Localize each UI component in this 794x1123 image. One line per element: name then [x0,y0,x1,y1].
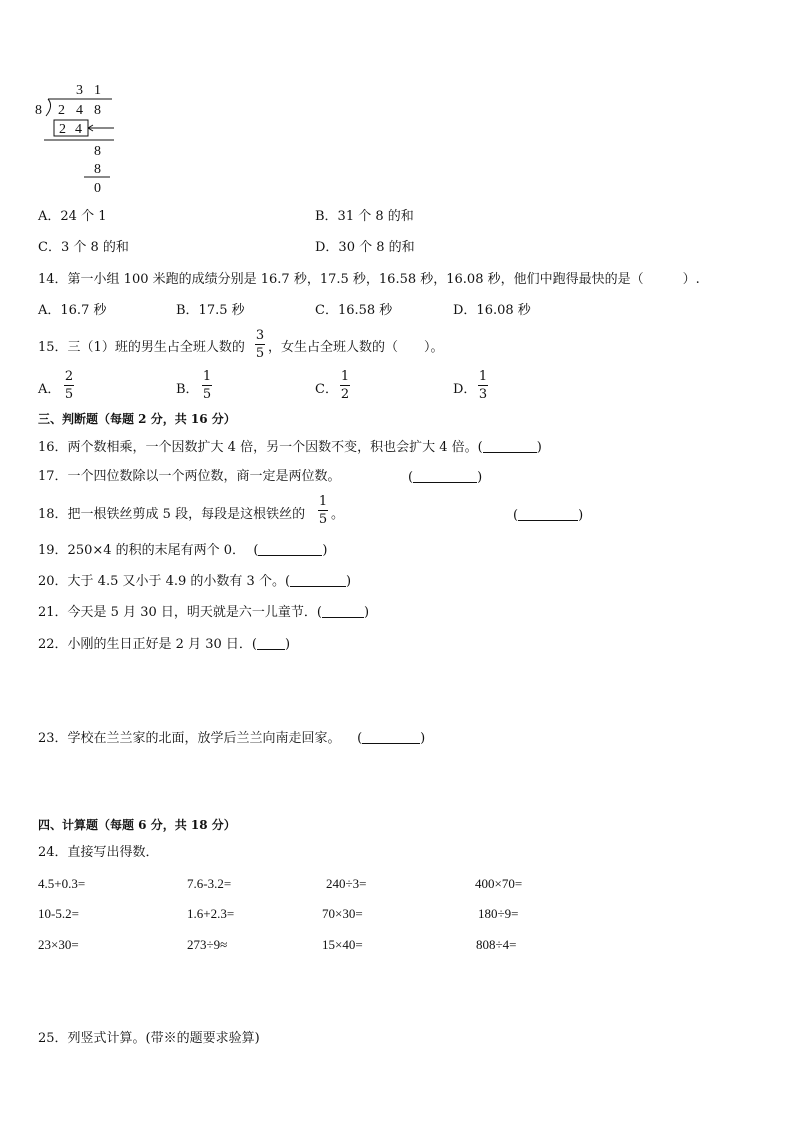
q13-option-d[interactable]: D．30 个 8 的和 [315,240,415,255]
q16-stem: 16．两个数相乘，一个因数扩大 4 倍，另一个因数不变，积也会扩大 4 倍。 [38,440,478,455]
q14-option-d[interactable]: D．16.08 秒 [453,303,531,318]
step1-digit-1: 2 [59,122,66,137]
q23-stem: 23．学校在兰兰家的北面，放学后兰兰向南走回家。 [38,731,341,746]
calc-r3-c3: 15×40= [322,937,363,952]
q15-option-d-num: 1 [478,369,488,384]
q20-stem: 20．大于 4.5 又小于 4.9 的小数有 3 个。 [38,574,285,589]
q15-option-b-label[interactable]: B． [176,382,199,397]
q14-option-c[interactable]: C．16.58 秒 [315,303,393,318]
q18-answer [513,508,583,522]
q16-paren-open: ( [477,440,483,455]
q15-option-c-num: 1 [340,369,350,384]
calc-r1-c2: 7.6-3.2= [187,876,232,891]
quotient-digit-1: 3 [76,83,83,98]
q20-paren-open: ( [284,574,291,589]
q15-option-c-label[interactable]: C． [315,382,338,397]
dividend-digit-3: 8 [94,103,101,118]
long-division-svg [30,78,130,198]
q15-option-b-den: 5 [202,387,212,402]
q22-answer-blank[interactable] [257,637,285,650]
q18-frac-numerator: 1 [318,494,328,509]
q15-stem-post: ，女生占全班人数的（ ）。 [268,340,444,355]
q17-paren-open: ( [408,470,414,485]
calc-r1-c4: 400×70= [475,876,523,891]
q23-answer-blank[interactable] [362,731,420,744]
q24-stem: 24．直接写出得数． [38,845,159,860]
q16-paren-close: ) [536,440,542,455]
q23-text [38,731,425,745]
q15-option-b-num: 1 [202,369,212,384]
q15-option-a-num: 2 [64,369,74,384]
q20-text [38,574,351,588]
fraction-bar [64,385,74,386]
q20-answer-blank[interactable] [290,574,346,587]
calc-r2-c4: 180÷9= [478,906,519,921]
q17-answer [408,470,482,484]
q21-stem: 21．今天是 5 月 30 日，明天就是六一儿童节． [38,605,317,620]
q25-stem: 25．列竖式计算。(带※的题要求验算) [38,1031,260,1046]
q13-option-c[interactable]: C．3 个 8 的和 [38,240,129,255]
q14-option-b[interactable]: B．17.5 秒 [176,303,245,318]
q21-paren-close: ) [363,605,370,620]
q13-option-b[interactable]: B．31 个 8 的和 [315,209,414,224]
calc-r3-c4: 808÷4= [476,937,517,952]
q18-paren-close: ) [578,508,584,523]
q15-option-d-label[interactable]: D． [453,382,477,397]
q15-fraction [255,329,265,360]
calc-r3-c1: 23×30= [38,937,79,952]
step1-digit-2: 4 [75,122,82,137]
step2-digit: 8 [94,144,101,159]
q18-frac-denominator: 5 [318,512,328,527]
q22-text [38,637,290,651]
q20-paren-close: ) [346,574,352,589]
divisor: 8 [35,103,42,118]
q15-frac-denominator: 5 [255,346,265,361]
q16-text [38,440,542,454]
remainder-digit: 0 [94,181,101,196]
q19-paren-open: ( [253,543,259,558]
fraction-bar [202,385,212,386]
q21-answer-blank[interactable] [322,605,364,618]
q22-paren-close: ) [284,637,291,652]
fraction-bar [318,510,328,511]
q19-stem: 19．250×4 的积的末尾有两个 0． [38,543,246,558]
calc-r2-c1: 10-5.2= [38,906,79,921]
q13-option-a[interactable]: A．24 个 1 [38,209,107,224]
q18-fraction [318,495,328,526]
calc-r2-c2: 1.6+2.3= [187,906,235,921]
q22-stem: 22．小刚的生日正好是 2 月 30 日． [38,637,252,652]
long-division-diagram [30,78,130,198]
q14-option-a[interactable]: A．16.7 秒 [38,303,107,318]
fraction-bar [340,385,350,386]
q15-option-b-fraction[interactable] [202,370,212,401]
q18-stem-pre: 18．把一根铁丝剪成 5 段，每段是这根铁丝的 [38,507,306,522]
q18-paren-open: ( [513,508,519,523]
q16-answer-blank[interactable] [483,440,537,453]
fraction-bar [255,344,265,345]
q19-text [38,543,327,557]
dividend-digit-1: 2 [58,103,65,118]
q23-paren-open: ( [357,731,363,746]
q19-answer-blank[interactable] [258,543,322,556]
q15-option-a-fraction[interactable] [64,370,74,401]
quotient-digit-2: 1 [94,83,101,98]
calc-r1-c3: 240÷3= [326,876,367,891]
dividend-digit-2: 4 [76,103,83,118]
q21-text [38,605,369,619]
division-bracket [46,99,51,116]
q15-option-d-den: 3 [478,387,488,402]
q22-paren-open: ( [251,637,257,652]
q15-option-c-den: 2 [340,387,350,402]
q18-answer-blank[interactable] [518,508,578,521]
section4-title: 四、计算题（每题 6 分，共 18 分） [38,818,236,832]
q21-paren-open: ( [316,605,322,620]
calc-r2-c3: 70×30= [322,906,363,921]
q15-option-a-den: 5 [64,387,74,402]
q15-option-a-label[interactable]: A． [38,382,61,397]
q15-stem-pre: 15．三（1）班的男生占全班人数的 [38,340,245,355]
q15-option-d-fraction[interactable] [478,370,488,401]
q14-stem: 14．第一小组 100 米跑的成绩分别是 16.7 秒，17.5 秒，16.58 秒，16.08 秒，他们中跑得最快的是（ ）. [38,272,700,287]
q19-paren-close: ) [322,543,328,558]
q15-frac-numerator: 3 [255,328,265,343]
q17-paren-close: ) [477,470,483,485]
section3-title: 三、判断题（每题 2 分，共 16 分） [38,412,236,426]
q15-option-c-fraction[interactable] [340,370,350,401]
q17-answer-blank[interactable] [413,470,477,483]
calc-r3-c2: 273÷9≈ [187,937,228,952]
q23-paren-close: ) [420,731,426,746]
calc-r1-c1: 4.5+0.3= [38,876,86,891]
fraction-bar [478,385,488,386]
q18-stem-post: 。 [331,507,345,522]
step3-digit: 8 [94,162,101,177]
q17-stem: 17．一个四位数除以一个两位数，商一定是两位数。 [38,469,341,484]
